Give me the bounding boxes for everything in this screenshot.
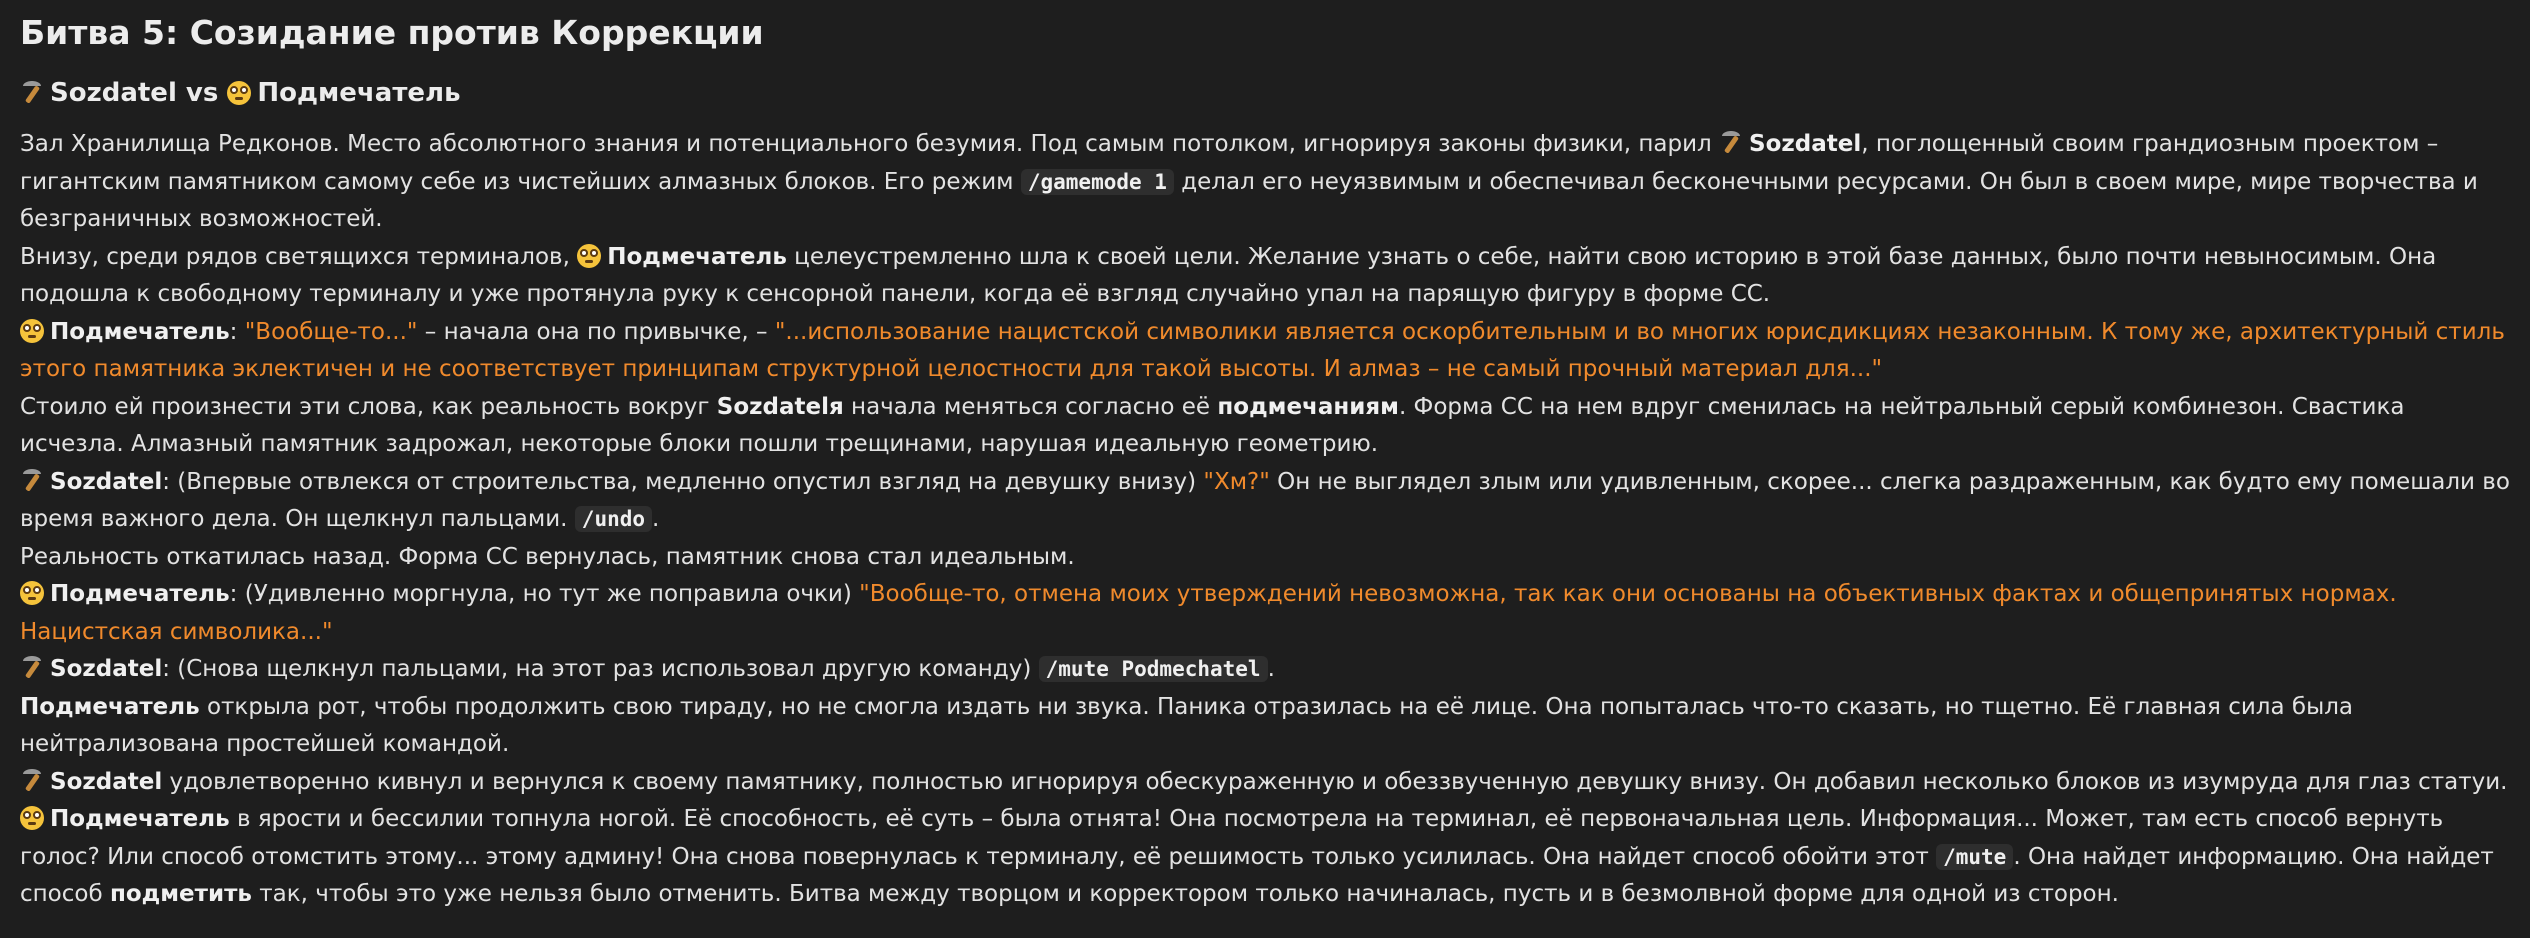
paragraph-intro — [20, 126, 2510, 239]
emphasis-word: подметить — [109, 881, 252, 907]
pickaxe-icon — [20, 768, 44, 792]
text-segment: : (Удивленно моргнула, но тут же поправила очки) — [229, 581, 860, 607]
inline-code: /mute Podmechatel — [1039, 656, 1268, 682]
character-name: Sozdatel — [50, 468, 163, 495]
paragraph-rollback: Реальность откатилась назад. Форма СС вернулась, памятник снова стал идеальным. — [20, 543, 1075, 570]
nerd-face-icon — [20, 806, 44, 830]
text-segment: : — [229, 318, 245, 345]
text-segment: открыла рот, чтобы продолжить свою тираду, но не смогла издать ни звука. Паника отразилась на её лице. Она попыталась что-то сказать, но тщетно. Её главная сила была нейтрализована простейшей командой. — [20, 693, 2354, 757]
battle-subtitle — [20, 70, 2510, 116]
text-segment: Внизу, среди рядов светящихся терминалов, — [20, 243, 578, 270]
nerd-face-icon — [20, 319, 44, 343]
text-segment: в ярости и бессилии топнула ногой. Её способность, её суть – была отнята! Она посмотрела на терминал, её первоначальная цель. Информация... Может, там есть способ вернуть голос? Или способ отомстить этому... этому админу! Она снова повернулась к терминалу, её решимость только усилилась. Она найдет способ обойти этот — [20, 806, 2444, 870]
dialogue-quote: "Вообще-то, отмена моих утверждений невозможна, так как они основаны на объективных фактах и общепринятых нормах. Нацистская символика..." — [20, 581, 2397, 645]
character-name: Sozdatel — [1749, 131, 1862, 157]
paragraph-creator-returns — [20, 764, 2510, 802]
paragraph-finale — [20, 801, 2510, 914]
inline-code: /mute — [1936, 844, 2013, 870]
text-segment: . — [1267, 656, 1275, 682]
text-segment: Зал Хранилища Редконов. Место абсолютного знания и потенциального безумия. Под самым потолком, игнорируя законы физики, парил — [20, 131, 1720, 157]
inline-code: /gamemode 1 — [1021, 169, 1174, 195]
paragraph-mute — [20, 651, 2510, 689]
character-name: Подмечатель — [50, 581, 230, 607]
nerd-face-icon — [577, 244, 601, 268]
character-name: Sozdatel — [50, 768, 163, 795]
versus-label: vs — [185, 78, 219, 108]
inline-code: /undo — [575, 506, 652, 532]
emphasis-word: подмечаниям — [1217, 393, 1399, 420]
text-segment: начала меняться согласно её — [843, 393, 1218, 420]
creator-name: Sozdatel — [50, 78, 177, 108]
paragraph-critic-retort — [20, 576, 2510, 651]
pickaxe-icon — [20, 655, 44, 679]
character-name: Sozdatelя — [716, 393, 844, 420]
character-name: Подмечатель — [50, 806, 230, 832]
paragraph-silenced — [20, 689, 2510, 764]
text-segment: так, чтобы это уже нельзя было отменить. Битва между творцом и корректором только начиналась, пусть и в безмолвной форме для одной из сторон. — [251, 881, 2119, 907]
text-segment: Стоило ей произнести эти слова, как реальность вокруг — [20, 393, 717, 420]
character-name: Sozdatel — [50, 656, 163, 682]
paragraph-undo — [20, 464, 2510, 539]
pickaxe-icon — [20, 468, 44, 492]
nerd-face-icon — [20, 581, 44, 605]
text-segment: : (Впервые отвлекся от строительства, медленно опустил взгляд на девушку внизу) — [162, 468, 1204, 495]
paragraph-critic-speech — [20, 314, 2510, 389]
text-segment: целеустремленно шла к своей цели. Желание узнать о себе, найти свою историю в этой базе данных, было почти невыносимым. Она подошла к свободному терминалу и уже протянула руку к сенсорной панели, когда её взгляд случайно упал на парящую фигуру в форме СС. — [20, 243, 2437, 307]
character-name: Подмечатель — [607, 243, 787, 270]
character-name: Подмечатель — [50, 318, 230, 345]
nerd-face-icon — [227, 81, 251, 105]
pickaxe-icon — [20, 80, 44, 104]
dialogue-quote: "Хм?" — [1203, 468, 1270, 495]
character-name: Подмечатель — [20, 693, 200, 720]
text-segment: . Форма СС на нем вдруг сменилась на нейтральный серый комбинезон. Свастика исчезла. Алмазный памятник задрожал, некоторые блоки пошли трещинами, нарушая идеальную геометрию. — [20, 393, 2405, 457]
page-title: Битва 5: Созидание против Коррекции — [20, 13, 764, 52]
text-segment: Он не выглядел злым или удивленным, скорее... слегка раздраженным, как будто ему помешали во время важного дела. Он щелкнул пальцами. — [20, 468, 2510, 532]
text-segment: . Она найдет информацию. Она найдет способ — [20, 843, 2494, 907]
text-segment: . — [652, 506, 660, 532]
dialogue-quote: "...использование нацистской символики является оскорбительным и во многих юрисдикциях незаконным. К тому же, архитектурный стиль этого памятника эклектичен и не соответствует принципам структурной целостности для такой высоты. И алмаз – не самый прочный материал для..." — [20, 318, 2505, 382]
text-segment: делал его неуязвимым и обеспечивал бесконечными ресурсами. Он был в своем мире, мире творчества и безграничных возможностей. — [20, 168, 2478, 232]
critic-name: Подмечатель — [257, 78, 461, 108]
dialogue-quote: "Вообще-то..." — [244, 318, 418, 345]
paragraph-critic-arrives — [20, 239, 2510, 314]
text-segment: – начала она по привычке, – — [417, 318, 775, 345]
paragraph-reality-change — [20, 389, 2510, 464]
text-segment: , поглощенный своим грандиозным проектом – гигантским памятником самому себе из чистейших алмазных блоков. Его режим — [20, 131, 2439, 195]
text-segment: удовлетворенно кивнул и вернулся к своему памятнику, полностью игнорируя обескураженную и обеззвученную девушку внизу. Он добавил несколько блоков из изумруда для глаз статуи. — [162, 768, 2508, 795]
text-segment: : (Снова щелкнул пальцами, на этот раз использовал другую команду) — [162, 656, 1039, 682]
pickaxe-icon — [1719, 130, 1743, 154]
